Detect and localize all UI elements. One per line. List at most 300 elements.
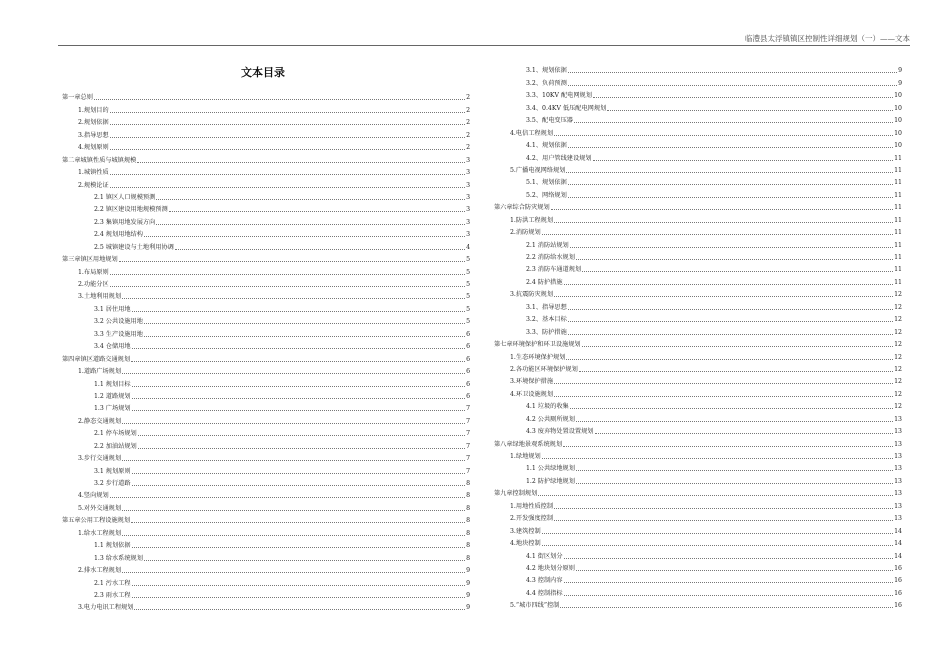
toc-page-number: 9 [898, 79, 902, 87]
toc-leader-dots [568, 197, 893, 198]
toc-entry[interactable] [62, 525, 470, 537]
toc-entry[interactable] [494, 386, 902, 398]
toc-entry[interactable] [494, 100, 902, 112]
toc-entry-text: 1.3 给水系统规划 [94, 554, 143, 562]
toc-page-number: 10 [894, 117, 902, 125]
toc-page-number: 11 [894, 191, 902, 199]
toc-leader-dots [538, 495, 893, 496]
toc-entry[interactable] [62, 426, 470, 438]
toc-leader-dots [144, 560, 465, 561]
toc-leader-dots [94, 99, 465, 100]
toc-entry-text: 3.5、配电变压器 [526, 117, 573, 125]
toc-entry-text: 第五章公用工程设施规划 [62, 517, 131, 525]
toc-entry[interactable] [494, 461, 902, 473]
toc-page-number: 12 [894, 403, 902, 411]
toc-page-number: 12 [894, 328, 902, 336]
toc-entry[interactable] [494, 212, 902, 224]
toc-page-number: 6 [466, 380, 470, 388]
toc-entry[interactable] [494, 399, 902, 411]
toc-page-number: 13 [894, 490, 902, 498]
toc-leader-dots [122, 373, 465, 374]
toc-entry-text: 第六章综合防灾规划 [494, 204, 550, 212]
toc-entry-text: 3.3、10KV 配电网规划 [526, 92, 592, 100]
toc-page-number: 9 [466, 591, 470, 599]
toc-entry[interactable] [494, 473, 902, 485]
toc-page-number: 6 [466, 355, 470, 363]
toc-entry-text: 2.1 污水工程 [94, 579, 131, 587]
toc-entry-text: 1.2 道路规划 [94, 392, 131, 400]
toc-entry[interactable] [62, 289, 470, 301]
toc-page-number: 6 [466, 330, 470, 338]
toc-entry[interactable] [62, 227, 470, 239]
toc-leader-dots [566, 172, 893, 173]
toc-leader-dots [144, 323, 465, 324]
toc-entry[interactable] [494, 449, 902, 461]
document-header: 临澧县太浮镇镇区控制性详细规划（一）——文本 [745, 34, 910, 43]
toc-entry[interactable] [62, 451, 470, 463]
toc-entry-text: 2.2 镇区建设用地规模预测 [94, 206, 168, 214]
toc-leader-dots [110, 286, 465, 287]
toc-entry-text: 4.规划原则 [78, 144, 109, 152]
toc-page-number: 5 [466, 293, 470, 301]
toc-entry[interactable] [62, 413, 470, 425]
toc-entry[interactable] [62, 513, 470, 525]
toc-entry[interactable] [494, 573, 902, 585]
toc-leader-dots [564, 582, 894, 583]
toc-entry-text: 3.3、防护措施 [526, 328, 567, 336]
toc-leader-dots [607, 110, 893, 111]
toc-page-number: 8 [466, 542, 470, 550]
toc-entry[interactable] [62, 314, 470, 326]
toc-entry[interactable] [62, 301, 470, 313]
toc-entry-text: 2.1 镇区人口规模预测 [94, 193, 156, 201]
toc-entry[interactable] [62, 563, 470, 575]
toc-page-number: 11 [894, 241, 902, 249]
toc-page-number: 16 [894, 577, 902, 585]
toc-entry[interactable] [62, 376, 470, 388]
toc-leader-dots [122, 572, 465, 573]
toc-entry-text: 2.2 加油站规划 [94, 442, 137, 450]
toc-entry-text: 1.规划目的 [78, 106, 109, 114]
toc-page-number: 14 [894, 552, 902, 560]
toc-leader-dots [542, 545, 893, 546]
toc-leader-dots [554, 383, 893, 384]
toc-leader-dots [122, 460, 465, 461]
toc-page-number: 11 [894, 179, 902, 187]
toc-entry-text: 3.1 居住用地 [94, 305, 131, 313]
toc-leader-dots [122, 535, 465, 536]
toc-entry[interactable] [62, 202, 470, 214]
toc-entry-text: 1.布局原则 [78, 268, 109, 276]
toc-page-number: 3 [466, 218, 470, 226]
toc-entry[interactable] [494, 187, 902, 199]
toc-entry[interactable] [494, 175, 902, 187]
toc-leader-dots [576, 421, 893, 422]
toc-leader-dots [551, 209, 893, 210]
toc-entry[interactable] [494, 536, 902, 548]
toc-entry[interactable] [494, 424, 902, 436]
toc-entry-text: 5.对外交通规划 [78, 504, 122, 512]
toc-entry[interactable] [494, 374, 902, 386]
toc-entry-text: 4.2 公共厕所规划 [526, 415, 575, 423]
toc-page-number: 2 [466, 144, 470, 152]
toc-page-number: 14 [894, 540, 902, 548]
toc-page-number: 8 [466, 504, 470, 512]
toc-leader-dots [110, 497, 465, 498]
toc-leader-dots [568, 184, 893, 185]
toc-leader-dots [132, 585, 466, 586]
toc-entry[interactable] [62, 190, 470, 202]
toc-leader-dots [554, 508, 893, 509]
toc-page-number: 12 [894, 353, 902, 361]
toc-leader-dots [132, 410, 466, 411]
toc-entry[interactable] [62, 500, 470, 512]
toc-page-number: 7 [466, 467, 470, 475]
toc-entry-text: 3.指导思想 [78, 131, 109, 139]
toc-entry[interactable] [62, 438, 470, 450]
toc-leader-dots [122, 423, 465, 424]
toc-entry[interactable] [494, 113, 902, 125]
toc-leader-dots [132, 398, 466, 399]
toc-entry-text: 3.1、规划依据 [526, 67, 567, 75]
toc-page-number: 5 [466, 305, 470, 313]
toc-leader-dots [576, 259, 893, 260]
toc-page-number: 6 [466, 392, 470, 400]
toc-entry-text: 1.城镇性质 [78, 169, 109, 177]
toc-leader-dots [576, 470, 893, 471]
toc-entry[interactable] [494, 312, 902, 324]
toc-page-number: 11 [894, 266, 902, 274]
toc-page-number: 13 [894, 415, 902, 423]
toc-entry-text: 第四章镇区道路交通规划 [62, 355, 131, 363]
toc-leader-dots [134, 609, 465, 610]
toc-page-number: 13 [894, 453, 902, 460]
toc-entry-text: 3.2 公共设施用地 [94, 318, 143, 326]
toc-entry-text: 1.2 防护绿地规划 [526, 477, 575, 485]
toc-leader-dots [132, 597, 466, 598]
toc-page-number: 2 [466, 119, 470, 127]
toc-entry-text: 4.3 控制内容 [526, 577, 563, 585]
toc-entry[interactable] [494, 250, 902, 262]
toc-entry[interactable] [62, 90, 470, 102]
toc-leader-dots [144, 236, 465, 237]
toc-entry-text: 1.给水工程规划 [78, 529, 122, 537]
toc-leader-dots [110, 187, 465, 188]
toc-page-number: 8 [466, 517, 470, 525]
toc-left-column [62, 90, 470, 612]
toc-entry-text: 1.道路广场规划 [78, 368, 122, 376]
toc-leader-dots [132, 547, 466, 548]
toc-entry[interactable] [494, 75, 902, 87]
toc-leader-dots [554, 520, 893, 521]
toc-entry-text: 3.4、0.4KV 低压配电网规划 [526, 104, 607, 112]
toc-page-number: 9 [466, 579, 470, 587]
toc-entry-text: 2.1 消防站规划 [526, 241, 569, 249]
toc-entry-text: 3.2、负荷预测 [526, 79, 567, 87]
toc-entry[interactable] [494, 498, 902, 510]
toc-page-number: 13 [894, 515, 902, 523]
toc-entry-text: 1.生态环境保护规划 [510, 353, 566, 361]
toc-entry[interactable] [494, 125, 902, 137]
toc-page-number: 7 [466, 455, 470, 463]
toc-entry[interactable] [494, 299, 902, 311]
toc-entry-text: 5.1、规划依据 [526, 179, 567, 187]
toc-entry[interactable] [62, 326, 470, 338]
toc-page-number: 12 [894, 291, 902, 299]
toc-leader-dots [169, 211, 465, 212]
toc-page-number: 8 [466, 480, 470, 487]
toc-entry[interactable] [494, 200, 902, 212]
toc-entry[interactable] [62, 140, 470, 152]
toc-entry[interactable] [62, 488, 470, 500]
toc-entry[interactable] [494, 262, 902, 274]
toc-entry-text: 1.防洪工程规划 [510, 216, 554, 224]
toc-entry-text: 3.抗震防灾规划 [510, 291, 554, 299]
toc-leader-dots [564, 558, 894, 559]
toc-page-number: 10 [894, 92, 902, 100]
toc-entry[interactable] [62, 252, 470, 264]
toc-entry[interactable] [494, 225, 902, 237]
toc-entry[interactable] [62, 239, 470, 251]
toc-entry[interactable] [494, 411, 902, 423]
toc-leader-dots [156, 199, 465, 200]
toc-leader-dots [122, 298, 465, 299]
toc-entry[interactable] [494, 287, 902, 299]
toc-leader-dots [110, 174, 465, 175]
toc-leader-dots [131, 522, 465, 523]
toc-entry[interactable] [494, 63, 902, 75]
toc-entry-text: 5.2、网络规划 [526, 191, 567, 199]
toc-entry-text: 第一章总则 [62, 94, 93, 102]
toc-entry[interactable] [62, 364, 470, 376]
toc-page-number: 3 [466, 169, 470, 177]
toc-entry-text: 3.1 规划原则 [94, 467, 131, 475]
toc-leader-dots [554, 296, 893, 297]
toc-page-number: 13 [894, 440, 902, 448]
toc-leader-dots [132, 311, 466, 312]
toc-entry-text: 4.竖向规划 [78, 492, 109, 500]
toc-leader-dots [110, 124, 465, 125]
toc-page-number: 12 [894, 365, 902, 373]
toc-page-number: 3 [466, 206, 470, 214]
toc-entry[interactable] [62, 588, 470, 600]
toc-page-number: 3 [466, 156, 470, 164]
toc-leader-dots [554, 396, 893, 397]
toc-leader-dots [570, 408, 893, 409]
toc-entry-text: 3.环境保护措施 [510, 378, 554, 386]
toc-entry[interactable] [62, 389, 470, 401]
toc-entry[interactable] [62, 401, 470, 413]
toc-page-number: 8 [466, 554, 470, 562]
toc-leader-dots [110, 274, 465, 275]
toc-leader-dots [138, 435, 465, 436]
toc-entry[interactable] [494, 523, 902, 535]
toc-page-number: 12 [894, 390, 902, 398]
toc-entry[interactable] [62, 127, 470, 139]
toc-page-number: 11 [894, 154, 902, 162]
toc-page-number: 6 [466, 368, 470, 376]
toc-entry-text: 2.排水工程规划 [78, 567, 122, 575]
toc-entry-text: 第八章绿地景观系统规划 [494, 440, 563, 448]
toc-entry-text: 3.3 生产设施用地 [94, 330, 143, 338]
toc-entry[interactable] [494, 138, 902, 150]
toc-page-number: 6 [466, 343, 470, 351]
toc-entry[interactable] [494, 88, 902, 100]
toc-entry-text: 第二章城镇性质与城镇规模 [62, 156, 137, 164]
toc-leader-dots [595, 433, 894, 434]
toc-leader-dots [110, 137, 465, 138]
toc-entry-text: 4.地块控制 [510, 540, 541, 548]
toc-entry[interactable] [62, 165, 470, 177]
toc-entry-text: 3.4 仓储用地 [94, 343, 131, 351]
toc-entry[interactable] [494, 163, 902, 175]
toc-entry-text: 2.规模论证 [78, 181, 109, 189]
toc-entry[interactable] [62, 115, 470, 127]
toc-entry[interactable] [494, 486, 902, 498]
toc-leader-dots [568, 147, 893, 148]
toc-entry-text: 1.用地性质控制 [510, 502, 554, 510]
toc-page-number: 12 [894, 316, 902, 324]
toc-leader-dots [110, 149, 465, 150]
toc-page-number: 14 [894, 527, 902, 535]
toc-entry[interactable] [494, 585, 902, 597]
toc-entry[interactable] [494, 324, 902, 336]
toc-entry[interactable] [494, 436, 902, 448]
toc-entry[interactable] [62, 538, 470, 550]
toc-entry-text: 4.环卫设施规划 [510, 390, 554, 398]
toc-leader-dots [568, 85, 897, 86]
toc-leader-dots [568, 321, 893, 322]
toc-page-number: 16 [894, 564, 902, 572]
toc-entry-text: 第九章控制规划 [494, 490, 538, 498]
toc-leader-dots [576, 483, 893, 484]
toc-page-number: 3 [466, 181, 470, 189]
toc-right-column [494, 63, 902, 610]
toc-entry-text: 2.2 消防给水规划 [526, 254, 575, 261]
toc-entry-text: 2.3 雨水工程 [94, 591, 131, 599]
toc-page-number: 11 [894, 229, 902, 237]
toc-entry-text: 第七章环境保护和环卫设施规划 [494, 341, 581, 349]
toc-entry-text: 5.“城市四线”控制 [510, 602, 560, 610]
toc-page-number: 13 [894, 428, 902, 436]
toc-entry-text: 3.步行交通规划 [78, 455, 122, 463]
toc-entry[interactable] [62, 264, 470, 276]
toc-leader-dots [560, 607, 893, 608]
toc-entry-text: 2.1 停车场规划 [94, 430, 137, 438]
toc-page-number: 13 [894, 465, 902, 473]
toc-entry[interactable] [62, 339, 470, 351]
toc-entry[interactable] [62, 463, 470, 475]
header-rule [58, 45, 910, 46]
toc-entry-text: 2.静态交通规划 [78, 417, 122, 425]
toc-leader-dots [582, 271, 893, 272]
toc-entry[interactable] [494, 237, 902, 249]
toc-leader-dots [574, 122, 893, 123]
toc-entry-text: 2.4 防护措施 [526, 278, 563, 286]
toc-entry-text: 1.1 规划目标 [94, 380, 131, 388]
toc-leader-dots [579, 371, 893, 372]
toc-leader-dots [566, 359, 893, 360]
toc-entry[interactable] [494, 349, 902, 361]
toc-leader-dots [576, 570, 893, 571]
toc-page-number: 2 [466, 131, 470, 139]
toc-entry[interactable] [62, 214, 470, 226]
toc-entry[interactable] [62, 102, 470, 114]
toc-entry[interactable] [62, 476, 470, 488]
toc-leader-dots [554, 222, 893, 223]
toc-entry-text: 3.2 步行道路 [94, 480, 131, 487]
toc-page-number: 5 [466, 318, 470, 326]
toc-entry-text: 1.1 公共绿地规划 [526, 465, 575, 473]
toc-entry-text: 4.4 控制指标 [526, 589, 563, 597]
toc-entry-text: 4.1、规划依据 [526, 142, 567, 150]
toc-entry[interactable] [62, 277, 470, 289]
toc-entry[interactable] [494, 598, 902, 610]
toc-entry-text: 3.电力电讯工程规划 [78, 604, 134, 612]
toc-entry[interactable] [62, 351, 470, 363]
toc-leader-dots [563, 446, 893, 447]
toc-entry-text: 4.2 地块划分原则 [526, 564, 575, 572]
toc-title: 文本目录 [241, 66, 285, 79]
toc-page-number: 7 [466, 430, 470, 438]
toc-page-number: 8 [466, 529, 470, 537]
toc-leader-dots [144, 336, 465, 337]
toc-page-number: 11 [894, 254, 902, 261]
toc-page-number: 10 [894, 129, 902, 137]
toc-entry[interactable] [494, 337, 902, 349]
toc-entry[interactable] [62, 550, 470, 562]
toc-page-number: 11 [894, 204, 902, 212]
toc-entry-text: 4.1 街区划分 [526, 552, 563, 560]
toc-leader-dots [175, 249, 465, 250]
toc-entry[interactable] [494, 362, 902, 374]
toc-leader-dots [568, 334, 893, 335]
toc-page-number: 7 [466, 417, 470, 425]
toc-page-number: 7 [466, 405, 470, 413]
toc-entry-text: 1.3 广场规划 [94, 405, 131, 413]
toc-entry[interactable] [62, 600, 470, 612]
toc-entry[interactable] [494, 274, 902, 286]
toc-page-number: 5 [466, 268, 470, 276]
toc-entry[interactable] [494, 548, 902, 560]
toc-leader-dots [593, 160, 894, 161]
toc-entry-text: 2.开发强度控制 [510, 515, 554, 523]
toc-entry[interactable] [62, 152, 470, 164]
toc-page-number: 10 [894, 142, 902, 150]
toc-leader-dots [132, 348, 466, 349]
toc-entry-text: 1.绿地规划 [510, 453, 541, 460]
toc-entry[interactable] [62, 575, 470, 587]
toc-entry-text: 2.规划依据 [78, 119, 109, 127]
toc-entry-text: 2.3 集镇用地发展方向 [94, 218, 156, 226]
toc-entry-text: 3.2、基本目标 [526, 316, 567, 324]
toc-page-number: 3 [466, 231, 470, 239]
toc-leader-dots [156, 224, 465, 225]
toc-entry[interactable] [494, 561, 902, 573]
toc-entry[interactable] [62, 177, 470, 189]
toc-leader-dots [564, 284, 894, 285]
toc-entry[interactable] [494, 150, 902, 162]
toc-leader-dots [132, 386, 466, 387]
toc-entry-text: 3.建筑控制 [510, 527, 541, 535]
toc-page-number: 5 [466, 281, 470, 288]
toc-page-number: 12 [894, 341, 902, 349]
toc-leader-dots [137, 162, 465, 163]
toc-leader-dots [110, 112, 465, 113]
toc-entry[interactable] [494, 511, 902, 523]
toc-entry-text: 2.各功能区环境保护规划 [510, 365, 578, 373]
toc-leader-dots [593, 97, 893, 98]
